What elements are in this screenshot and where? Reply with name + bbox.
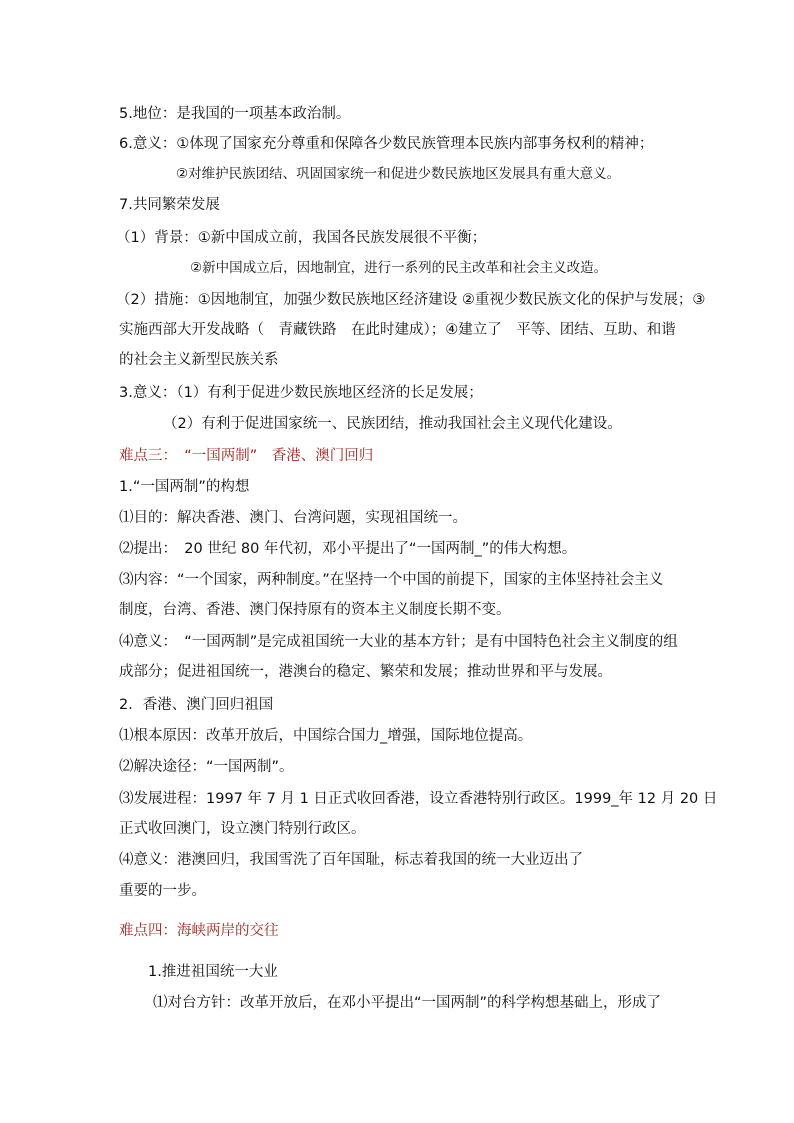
text-line: ⑴根本原因：改革开放后，中国综合国力_增强，国际地位提高。 [119,728,533,744]
text-line: 3.意义：（1）有利于促进少数民族地区经济的长足发展； [119,385,483,401]
section-heading: 7.共同繁荣发展 [119,197,220,213]
text-line: 的社会主义新型民族关系 [119,352,279,368]
text-line: （2）有利于促进国家统一、民族团结，推动我国社会主义现代化建设。 [163,416,622,432]
text-line: ⑴对台方针：改革开放后，在邓小平提出“一国两制”的科学构想基础上，形成了 [153,995,662,1011]
text-line: 成部分；促进祖国统一，港澳台的稳定、繁荣和发展；推动世界和平与发展。 [119,664,612,680]
text-line: （1）背景：①新中国成立前，我国各民族发展很不平衡； [116,230,487,246]
text-line: 实施西部大开发战略（ 青藏铁路 在此时建成）；④建立了 平等、团结、互助、和谐 [119,322,676,338]
text-line: 正式收回澳门，设立澳门特别行政区。 [119,821,366,837]
text-line: （2）措施：①因地制宜，加强少数民族地区经济建设 ②重视少数民族文化的保护与发展；③ [116,292,706,308]
text-line: ②新中国成立后，因地制宜，进行一系列的民主改革和社会主义改造。 [190,260,608,276]
difficulty-heading: 难点四：海峡两岸的交往 [119,923,279,939]
section-heading: 1.“一国两制”的构想 [119,479,250,495]
text-line: ⑷意义： “一国两制”是完成祖国统一大业的基本方针；是有中国特色社会主义制度的组 [119,634,678,650]
difficulty-heading: 难点三： “一国两制” 香港、澳门回归 [119,448,374,464]
section-heading: 2．香港、澳门回归祖国 [119,697,274,713]
text-line: ⑵解决途径：“一国两制”。 [119,759,294,775]
text-line: ⑶内容：“一个国家，两种制度。”在坚持一个中国的前提下，国家的主体坚持社会主义 [119,572,664,588]
text-line: 5.地位：是我国的一项基本政治制。 [119,106,351,122]
text-line: ⑷意义：港澳回归，我国雪洗了百年国耻，标志着我国的统一大业迈出了 [119,852,583,868]
text-line: 重要的一步。 [119,883,206,899]
section-heading: 1.推进祖国统一大业 [148,964,278,980]
text-line: 制度，台湾、香港、澳门保持原有的资本主义制度长期不变。 [119,602,511,618]
text-line: ⑵提出： 20 世纪 80 年代初，邓小平提出了“一国两制_”的伟大构想。 [119,541,577,557]
text-line: ⑶发展进程：1997 年 7 月 1 日正式收回香港，设立香港特别行政区。1999_年 12 月 20 日 [119,791,718,807]
text-line: ⑴目的：解决香港、澳门、台湾问题，实现祖国统一。 [119,510,467,526]
text-line: 6.意义：①体现了国家充分尊重和保障各少数民族管理本民族内部事务权利的精神； [119,136,654,152]
text-line: ②对维护民族团结、巩固国家统一和促进少数民族地区发展具有重大意义。 [176,166,621,182]
